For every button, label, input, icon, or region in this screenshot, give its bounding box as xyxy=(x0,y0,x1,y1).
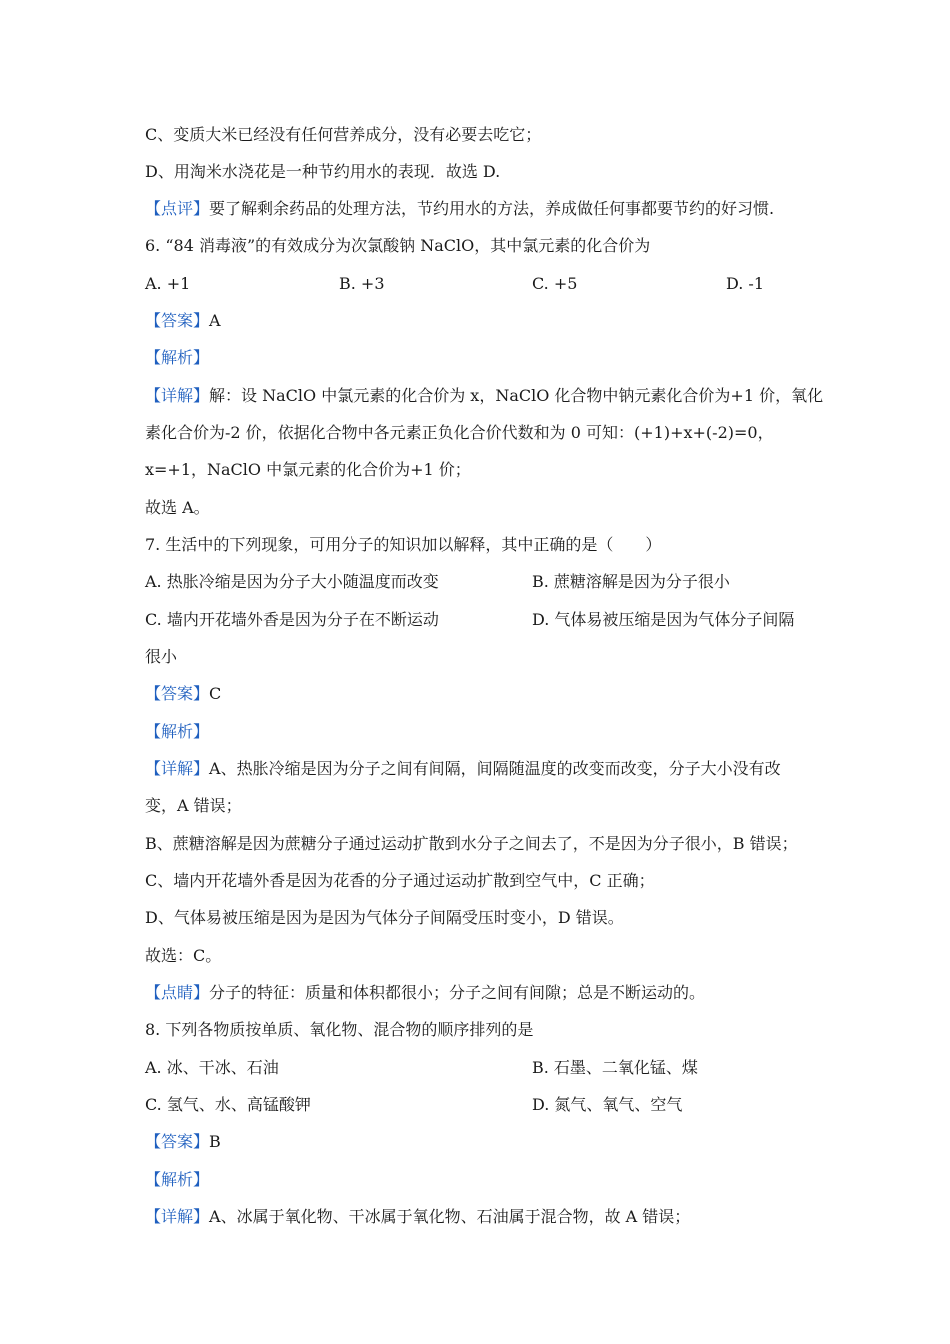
answer-value: B xyxy=(209,1132,221,1151)
q5-option-d-explanation: D、用淘米水浇花是一种节约用水的表现．故选 D. xyxy=(145,162,501,181)
q6-detail-line-2: 素化合价为-2 价，依据化合物中各元素正负化合价代数和为 0 可知：(+1)+x+(-2)=0， xyxy=(145,423,774,442)
q7-option-d-continued: 很小 xyxy=(145,647,178,666)
detail-tag: 【详解】 xyxy=(145,386,210,405)
detail-text: A、冰属于氧化物、干冰属于氧化物、石油属于混合物，故 A 错误； xyxy=(209,1207,691,1226)
q6-option-d: D. -1 xyxy=(726,274,765,293)
q6-stem: 6. “84 消毒液”的有效成分为次氯酸钠 NaClO，其中氯元素的化合价为 xyxy=(145,236,651,255)
q8-option-c: C. 氢气、水、高锰酸钾 xyxy=(145,1095,311,1114)
q6-detail-line-3: x=+1，NaClO 中氯元素的化合价为+1 价； xyxy=(145,460,471,479)
q6-detail-line-1 xyxy=(145,386,823,406)
q6-option-c: C. +5 xyxy=(532,274,578,293)
answer-tag: 【答案】 xyxy=(145,684,210,703)
q7-note xyxy=(145,983,705,1003)
q7-detail-b: B、蔗糖溶解是因为蔗糖分子通过运动扩散到水分子之间去了，不是因为分子很小，B 错误； xyxy=(145,834,798,853)
q7-detail-line-1 xyxy=(145,759,781,779)
q8-option-d: D. 氮气、氧气、空气 xyxy=(532,1095,683,1114)
q7-stem: 7. 生活中的下列现象，可用分子的知识加以解释，其中正确的是（ ） xyxy=(145,535,662,554)
comment-tag: 【点评】 xyxy=(145,199,210,218)
detail-text: 解：设 NaClO 中氯元素的化合价为 x，NaClO 化合物中钠元素化合价为+1 价，氧化 xyxy=(209,386,824,405)
q6-option-a: A. +1 xyxy=(145,274,191,293)
answer-tag: 【答案】 xyxy=(145,311,210,330)
q7-answer xyxy=(145,684,221,704)
q7-detail-d: D、气体易被压缩是因为是因为气体分子间隔受压时变小，D 错误。 xyxy=(145,908,624,927)
detail-tag: 【详解】 xyxy=(145,1207,210,1226)
q6-conclusion: 故选 A。 xyxy=(145,498,210,517)
answer-value: A xyxy=(209,311,221,330)
q6-analysis-tag: 【解析】 xyxy=(145,348,210,367)
q6-option-b: B. +3 xyxy=(339,274,385,293)
note-tag: 【点睛】 xyxy=(145,983,210,1002)
q7-option-a: A. 热胀冷缩是因为分子大小随温度而改变 xyxy=(145,572,439,591)
answer-value: C xyxy=(209,684,222,703)
q7-option-b: B. 蔗糖溶解是因为分子很小 xyxy=(532,572,730,591)
detail-text: A、热胀冷缩是因为分子之间有间隔，间隔随温度的改变而改变，分子大小没有改 xyxy=(209,759,781,778)
q8-stem: 8. 下列各物质按单质、氧化物、混合物的顺序排列的是 xyxy=(145,1020,534,1039)
q7-detail-c: C、墙内开花墙外香是因为花香的分子通过运动扩散到空气中，C 正确； xyxy=(145,871,655,890)
q7-option-d: D. 气体易被压缩是因为气体分子间隔 xyxy=(532,610,795,629)
q5-comment xyxy=(145,199,774,219)
answer-tag: 【答案】 xyxy=(145,1132,210,1151)
q5-option-c-explanation: C、变质大米已经没有任何营养成分，没有必要去吃它； xyxy=(145,125,542,144)
q8-detail-line-1 xyxy=(145,1207,690,1227)
q7-option-c: C. 墙内开花墙外香是因为分子在不断运动 xyxy=(145,610,439,629)
q6-answer xyxy=(145,311,221,331)
note-text: 分子的特征：质量和体积都很小；分子之间有间隙；总是不断运动的。 xyxy=(209,983,706,1002)
q8-answer xyxy=(145,1132,221,1152)
q6-options xyxy=(145,274,805,294)
comment-text: 要了解剩余药品的处理方法，节约用水的方法，养成做任何事都要节约的好习惯. xyxy=(209,199,775,218)
q8-option-a: A. 冰、干冰、石油 xyxy=(145,1058,279,1077)
detail-tag: 【详解】 xyxy=(145,759,210,778)
q8-analysis-tag: 【解析】 xyxy=(145,1170,210,1189)
q7-conclusion: 故选：C。 xyxy=(145,946,222,965)
q7-detail-line-2: 变，A 错误； xyxy=(145,796,242,815)
q7-analysis-tag: 【解析】 xyxy=(145,722,210,741)
q8-option-b: B. 石墨、二氧化锰、煤 xyxy=(532,1058,698,1077)
